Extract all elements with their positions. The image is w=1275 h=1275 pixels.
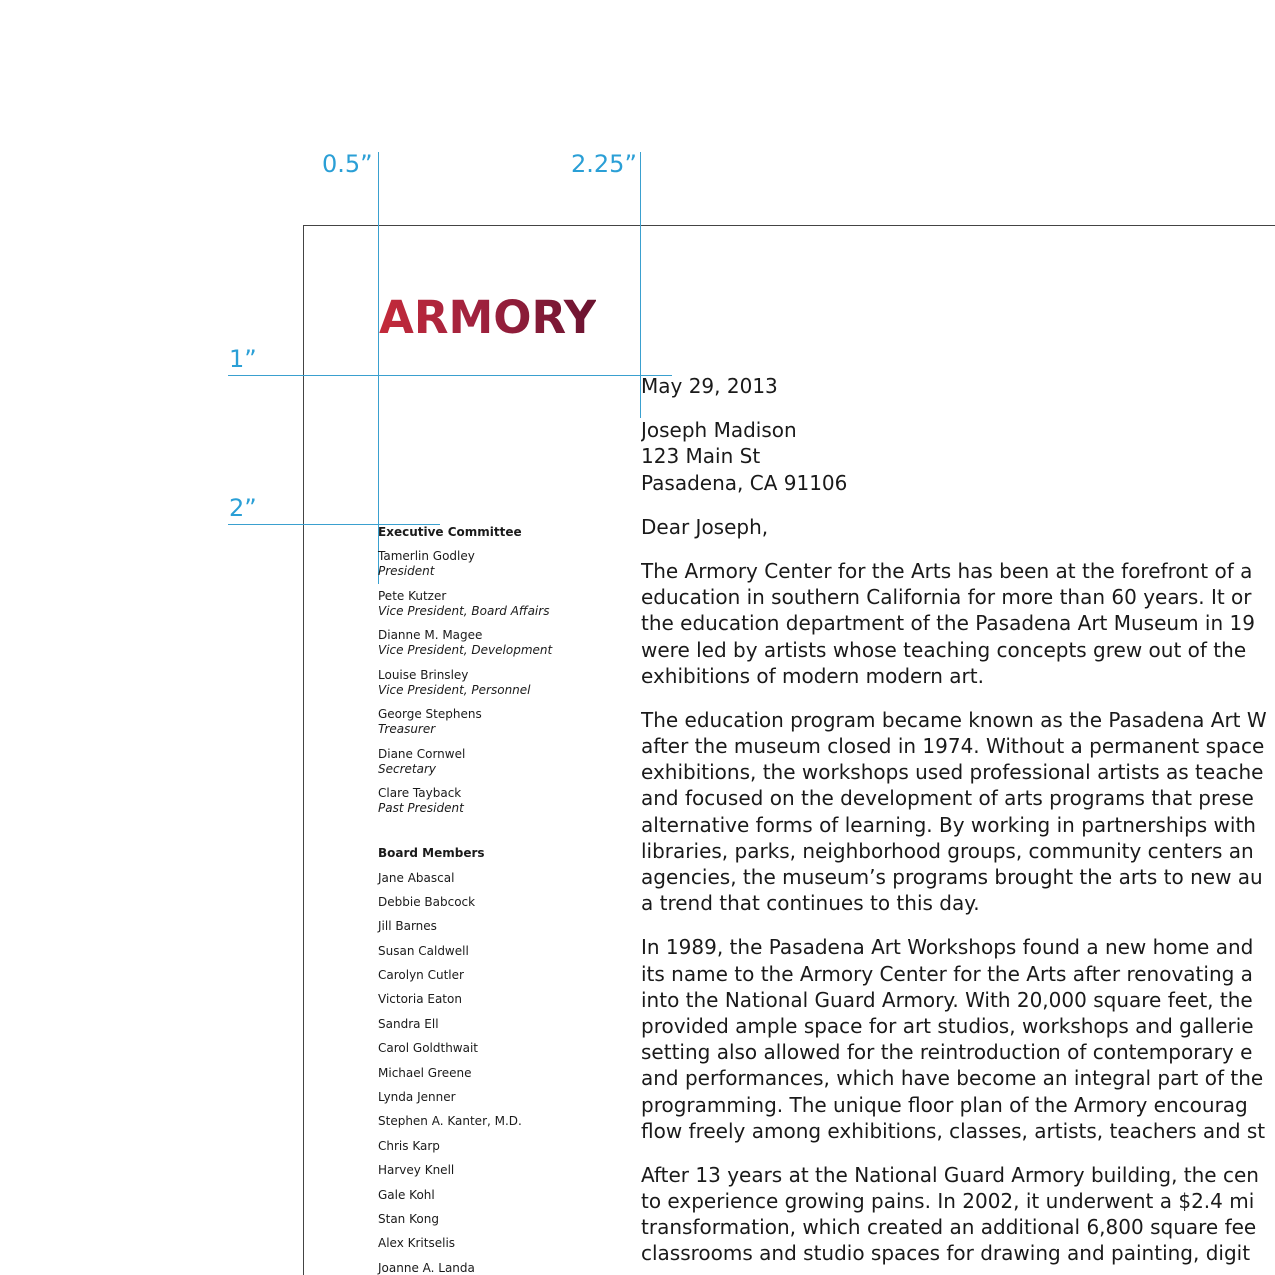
paragraph-line: were led by artists whose teaching concepts grew out of the — [641, 637, 1247, 662]
board-member: Jane Abascal — [378, 870, 455, 885]
measure-label-1in: 1” — [229, 345, 257, 373]
paragraph-line: after the museum closed in 1974. Without a permanent space — [641, 734, 1265, 759]
paragraph — [641, 558, 1275, 689]
board-member: Victoria Eaton — [378, 992, 462, 1007]
board-member: Alex Kritselis — [378, 1236, 456, 1251]
paragraph-line: libraries, parks, neighborhood groups, community centers an — [641, 838, 1254, 863]
board-member: Stephen A. Kanter, M.D. — [378, 1114, 522, 1129]
board-member: Sandra Ell — [378, 1016, 439, 1031]
address-line: Joseph Madison — [641, 418, 797, 443]
paragraph-line: exhibitions, the workshops used professional artists as teache — [641, 760, 1264, 785]
executive-member — [378, 747, 618, 787]
member-role: Vice President, Board Affairs — [378, 603, 550, 618]
paragraph — [641, 1162, 1275, 1267]
measure-label-margin: 0.5” — [322, 150, 373, 178]
board-member: Stan Kong — [378, 1211, 439, 1226]
board-member: Joanne A. Landa — [378, 1260, 475, 1275]
member-name: Dianne M. Magee — [378, 628, 483, 642]
board-member: Lynda Jenner — [378, 1090, 456, 1105]
paragraph-line: programming. The unique floor plan of the Armory encourag — [641, 1092, 1248, 1117]
member-name: Pete Kutzer — [378, 588, 447, 603]
paragraph-line: to experience growing pains. In 2002, it underwent a $2.4 mi — [641, 1189, 1255, 1214]
paragraph-line: alternative forms of learning. By working in partnerships with — [641, 812, 1256, 837]
paragraph-line: agencies, the museum’s programs brought the arts to new au — [641, 865, 1263, 889]
member-role: Treasurer — [378, 722, 436, 736]
board-member: Michael Greene — [378, 1065, 472, 1080]
member-name: Diane Cornwel — [378, 746, 466, 761]
executive-committee-list — [378, 549, 618, 826]
paragraph-line: After 13 years at the National Guard Armory building, the cen — [641, 1162, 1259, 1187]
board-member: Debbie Babcock — [378, 894, 476, 909]
executive-committee-heading: Executive Committee — [378, 525, 522, 539]
paragraph-line: transformation, which created an additional 6,800 square fee — [641, 1215, 1257, 1240]
member-name: Louise Brinsley — [378, 667, 469, 682]
paragraph-line: the education department of the Pasadena Art Museum in 19 — [641, 611, 1255, 636]
paragraph-line: education in southern California for more than 60 years. It or — [641, 585, 1252, 610]
member-role: Secretary — [378, 761, 437, 776]
measure-label-column: 2.25” — [571, 150, 637, 178]
board-members-list — [378, 871, 618, 1275]
paragraph-line: flow freely among exhibitions, classes, artists, teachers and st — [641, 1118, 1266, 1143]
board-member: Carolyn Cutler — [378, 968, 464, 983]
recipient-address — [641, 417, 1275, 496]
board-member: Gale Kohl — [378, 1187, 435, 1202]
paragraph-line: provided ample space for art studios, workshops and gallerie — [641, 1013, 1254, 1038]
member-name: Clare Tayback — [378, 786, 462, 800]
member-role: President — [378, 564, 435, 578]
board-member: Carol Goldthwait — [378, 1041, 479, 1056]
member-name: Tamerlin Godley — [378, 549, 475, 563]
paragraph-line: In 1989, the Pasadena Art Workshops found a new home and — [641, 935, 1254, 960]
guide-vertical-margin — [378, 152, 379, 584]
board-member: Susan Caldwell — [378, 943, 469, 958]
executive-member — [378, 668, 618, 708]
letter-body — [641, 373, 1275, 1267]
paragraph — [641, 934, 1275, 1144]
address-line: Pasadena, CA 91106 — [641, 470, 848, 495]
member-name: George Stephens — [378, 707, 482, 721]
paragraph-line: its name to the Armory Center for the Arts after renovating a — [641, 961, 1253, 986]
paragraph-line: a trend that continues to this day. — [641, 891, 980, 916]
paragraph-line: setting also allowed for the reintroduction of contemporary e — [641, 1040, 1253, 1065]
sidebar-board-list — [378, 523, 618, 1275]
paragraph — [641, 707, 1275, 917]
salutation: Dear Joseph, — [641, 514, 769, 539]
paragraph-line: The Armory Center for the Arts has been at the forefront of a — [641, 558, 1253, 583]
guide-horizontal-1in — [228, 375, 672, 376]
executive-member — [378, 786, 618, 826]
address-line: 123 Main St — [641, 444, 761, 469]
letter-date: May 29, 2013 — [641, 374, 778, 398]
member-role: Vice President, Development — [378, 643, 553, 657]
executive-member — [378, 589, 618, 629]
armory-logo: ARMORY — [379, 291, 597, 344]
paragraph-line: into the National Guard Armory. With 20,000 square feet, the — [641, 987, 1253, 1012]
board-member: Jill Barnes — [378, 919, 437, 934]
member-role: Past President — [378, 801, 464, 815]
measure-label-2in: 2” — [229, 494, 257, 522]
member-role: Vice President, Personnel — [378, 682, 531, 697]
paragraph-line: classrooms and studio spaces for drawing and painting, digit — [641, 1241, 1251, 1266]
board-member: Chris Karp — [378, 1138, 440, 1153]
board-member: Harvey Knell — [378, 1163, 455, 1178]
paragraph-line: The education program became known as the Pasadena Art W — [641, 707, 1267, 732]
executive-member — [378, 549, 618, 589]
paragraph-line: and focused on the development of arts programs that prese — [641, 786, 1254, 811]
executive-member — [378, 628, 618, 668]
board-members-heading: Board Members — [378, 845, 485, 860]
paragraph-line: exhibitions of modern modern art. — [641, 663, 984, 688]
executive-member — [378, 707, 618, 747]
paragraph-line: and performances, which have become an integral part of the — [641, 1066, 1264, 1091]
